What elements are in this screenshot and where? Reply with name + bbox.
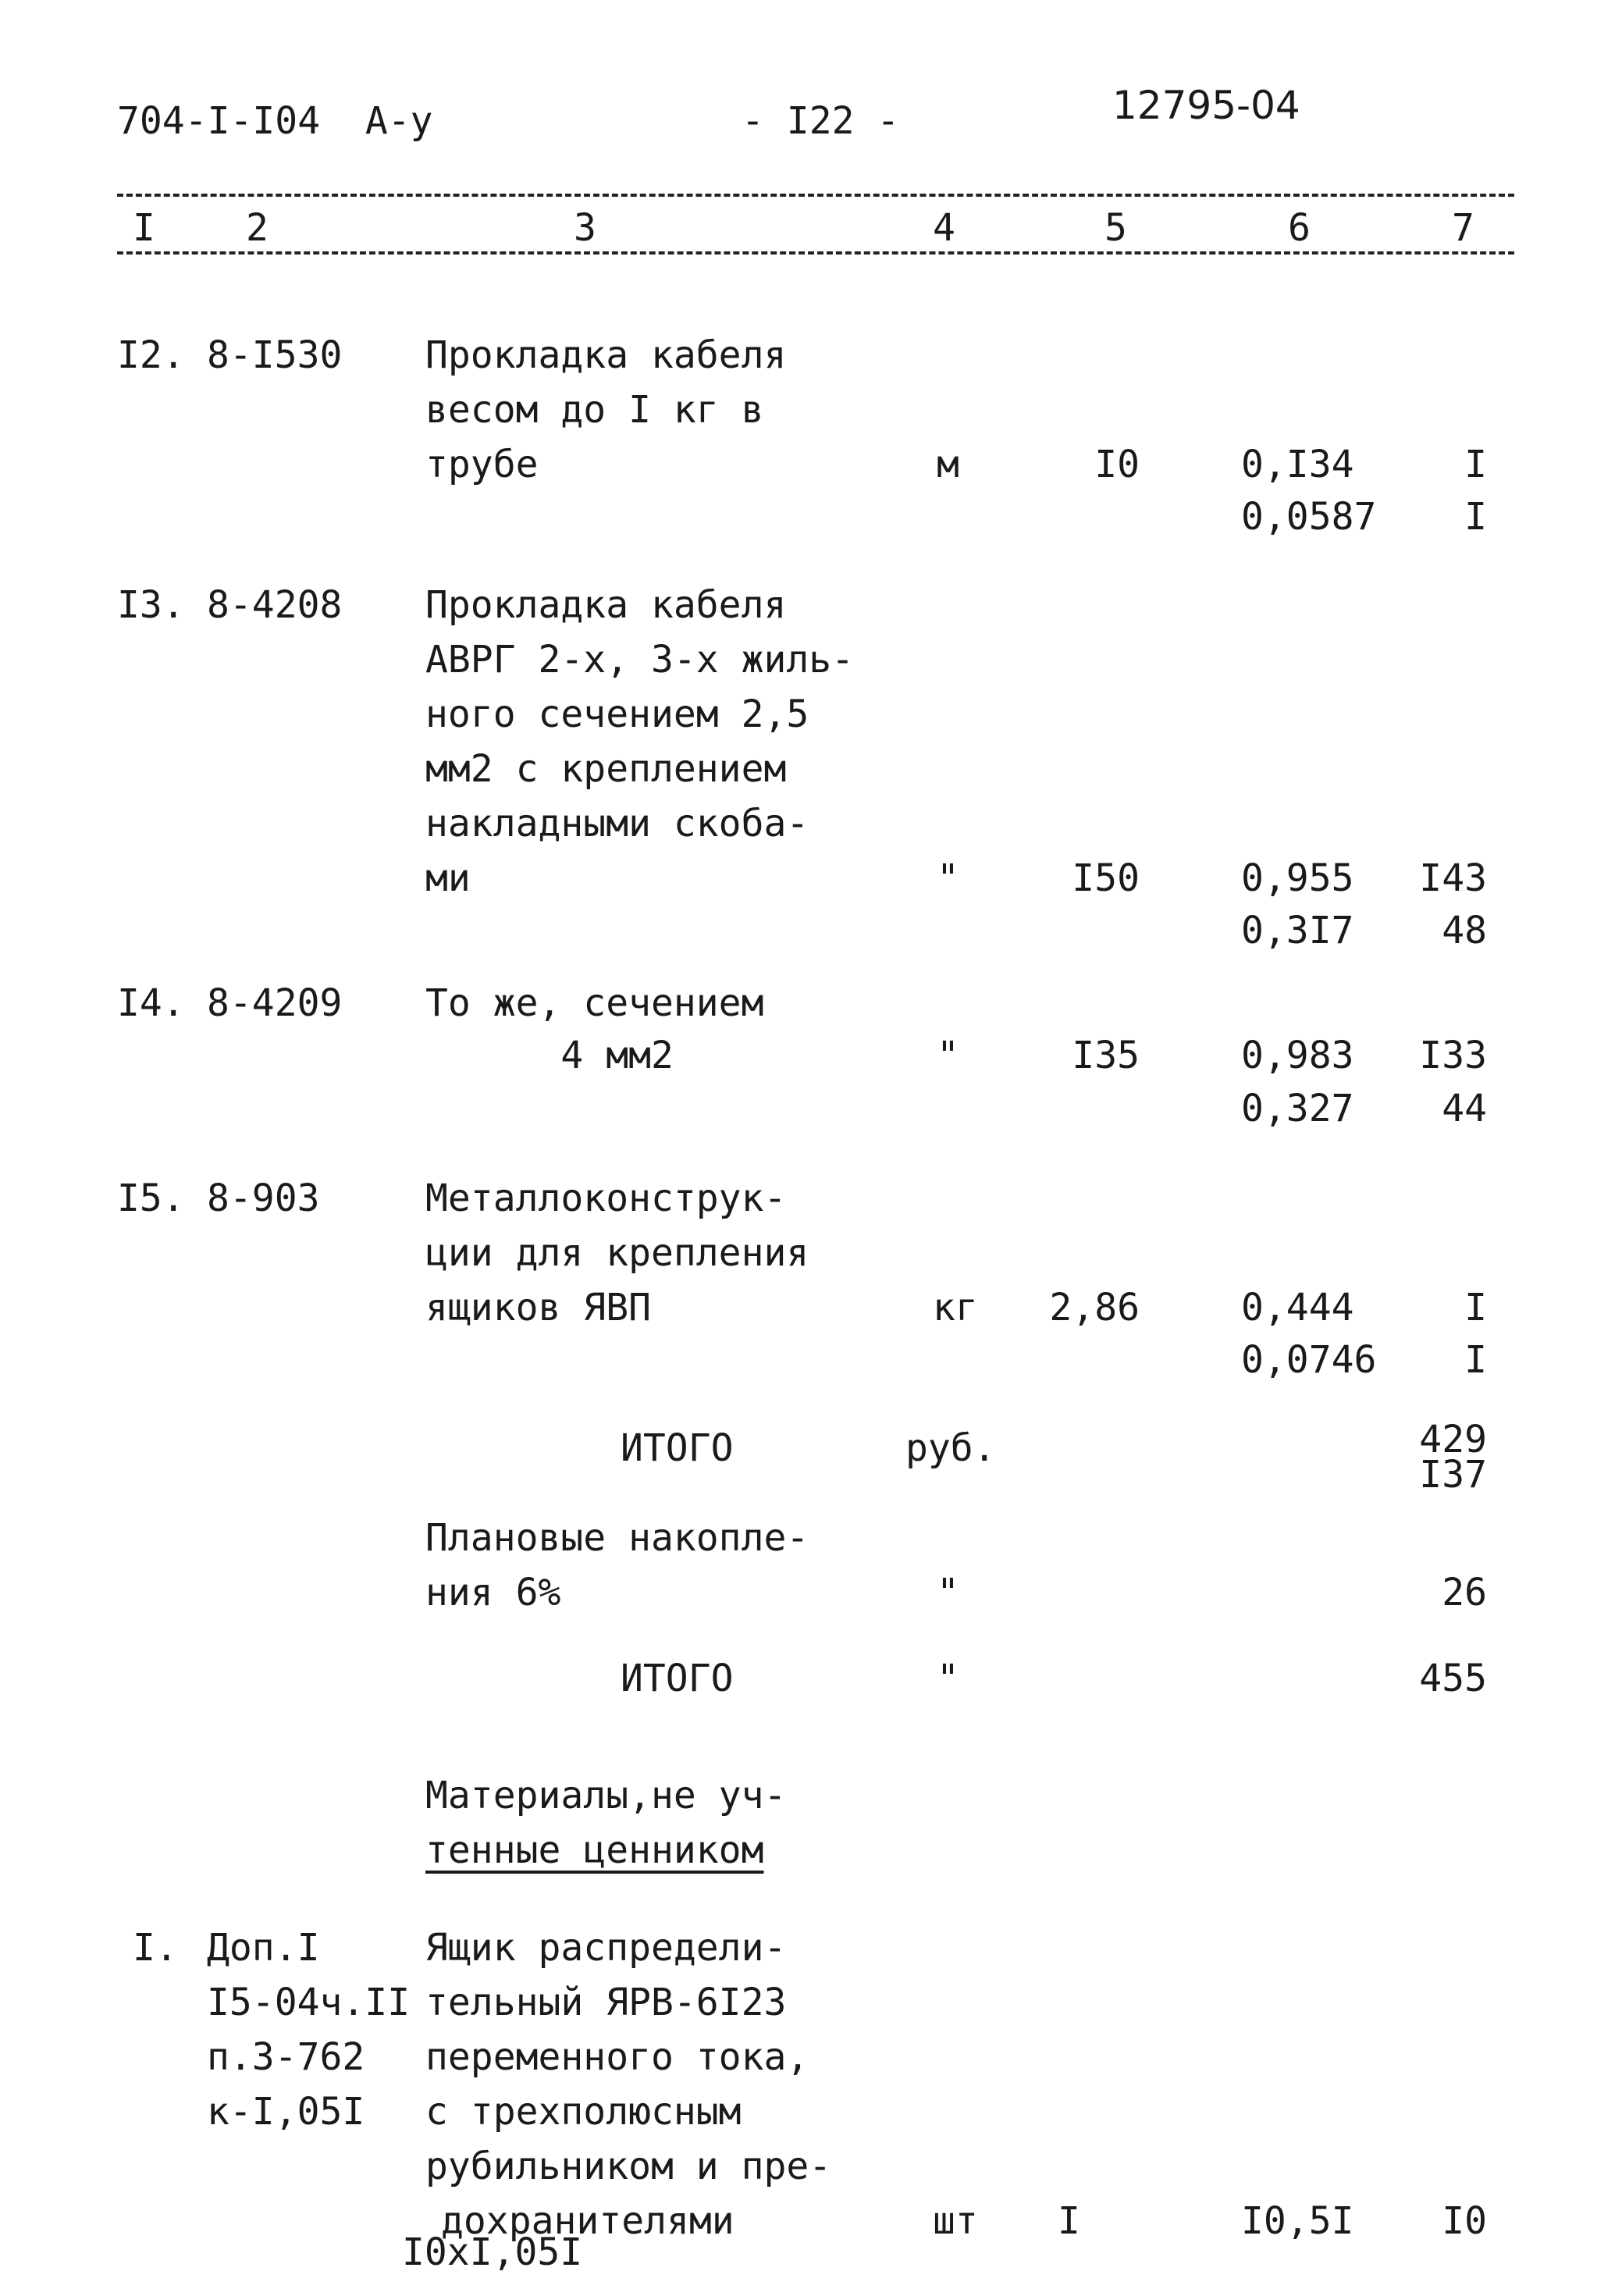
itogo-value: 455: [1419, 1657, 1487, 1700]
row-description-line: трубе: [425, 443, 539, 486]
row-description-line: ми: [425, 856, 471, 900]
row-col7-value: I33: [1419, 1034, 1487, 1077]
itogo-value: 429: [1419, 1418, 1487, 1461]
itogo-value: I37: [1419, 1453, 1487, 1497]
row-col7-value: I: [1464, 1286, 1487, 1330]
row-code: Доп.I: [207, 1926, 320, 1970]
row-description-line: рубильником и пре-: [425, 2145, 832, 2188]
row-number: I3.: [117, 583, 185, 627]
row-col7-value: I0: [1442, 2199, 1487, 2243]
planned-savings-label: ния 6%: [425, 1571, 561, 1614]
col-num-4: 4: [933, 206, 955, 250]
row-col6-value: 0,444: [1241, 1286, 1354, 1330]
row-code: 8-4209: [207, 981, 343, 1025]
handwritten-stamp: 12795-04: [1112, 83, 1300, 128]
materials-heading: Материалы,не уч-: [425, 1774, 787, 1817]
row-description-line: с трехполюсным: [425, 2090, 742, 2134]
row-col6-value: 0,955: [1241, 856, 1354, 900]
itogo-label: ИТОГО: [621, 1426, 734, 1470]
row-description-line: Ящик распредели-: [425, 1926, 787, 1970]
row-description-line: То же, сечением: [425, 981, 764, 1025]
row-description-line: ящиков ЯВП: [425, 1286, 651, 1330]
row-description-line: ции для крепления: [425, 1231, 809, 1275]
row-description-line: Прокладка кабеля: [425, 583, 787, 627]
row-unit: шт: [933, 2199, 978, 2243]
row-description-line: 4 мм2: [425, 1034, 674, 1077]
row-col6-value: I0,5I: [1241, 2199, 1354, 2243]
header-bottom-rule: [117, 251, 1514, 255]
row-code: 8-4208: [207, 583, 343, 627]
row-col7-value: 44: [1442, 1087, 1487, 1130]
row-description-line: переменного тока,: [425, 2035, 809, 2079]
col-num-5: 5: [1104, 206, 1127, 250]
row-col6-value: 0,I34: [1241, 443, 1354, 486]
row-code: 8-903: [207, 1176, 320, 1220]
row-number: I2.: [117, 333, 185, 377]
row-col6-value: 0,0587: [1241, 495, 1377, 539]
col-num-3: 3: [574, 206, 596, 250]
materials-heading: тенные ценником: [425, 1828, 764, 1872]
col-num-6: 6: [1288, 206, 1311, 250]
planned-savings-value: 26: [1442, 1571, 1487, 1614]
page-number: - I22 -: [742, 99, 900, 143]
row-number: I5.: [117, 1176, 185, 1220]
itogo-unit: ": [937, 1657, 959, 1700]
row-col6-value: 0,327: [1241, 1087, 1354, 1130]
row-code: I5-04ч.II: [207, 1981, 411, 2024]
row-col6-value: 0,0746: [1241, 1338, 1377, 1382]
row-quantity: I0: [1094, 443, 1140, 486]
row-unit: кг: [933, 1286, 978, 1330]
row-description-line: ного сечением 2,5: [425, 692, 809, 736]
row-code: 8-I530: [207, 333, 343, 377]
row-col7-value: I: [1464, 495, 1487, 539]
row-description-line: накладными скоба-: [425, 802, 809, 845]
row-code: к-I,05I: [207, 2090, 365, 2134]
row-description-line: весом до I кг в: [425, 388, 764, 432]
row-quantity: I35: [1072, 1034, 1140, 1077]
row-quantity: I50: [1072, 856, 1140, 900]
row-description-line: мм2 с креплением: [425, 747, 787, 791]
row-unit: м: [937, 443, 959, 486]
row-col6-value: 0,983: [1241, 1034, 1354, 1077]
row-col7-value: I: [1464, 443, 1487, 486]
row-description-line: тельный ЯРВ-6I23: [425, 1981, 787, 2024]
planned-savings-unit: ": [937, 1571, 959, 1614]
row-number: I4.: [117, 981, 185, 1025]
itogo-label: ИТОГО: [621, 1657, 734, 1700]
row-unit: ": [937, 1034, 959, 1077]
header-top-rule: [117, 194, 1514, 197]
row-description-line: Прокладка кабеля: [425, 333, 787, 377]
itogo-unit: руб.: [905, 1426, 996, 1470]
row-col6-value: 0,3I7: [1241, 909, 1354, 952]
row-col7-value: I: [1464, 1338, 1487, 1382]
document-code: 704-I-I04 А-у: [117, 99, 433, 143]
row-description-line: дохранителями: [441, 2199, 735, 2243]
row-col7-value: I43: [1419, 856, 1487, 900]
row-number: I.: [133, 1926, 178, 1970]
row-unit: ": [937, 856, 959, 900]
row-code: п.3-762: [207, 2035, 365, 2079]
col-num-1: I: [133, 206, 155, 250]
row-col7-value: 48: [1442, 909, 1487, 952]
row-quantity: 2,86: [1049, 1286, 1140, 1330]
row-quantity: I: [1058, 2199, 1080, 2243]
col-num-7: 7: [1452, 206, 1474, 250]
row-description-line: АВРГ 2-х, 3-х жиль-: [425, 638, 855, 682]
col-num-2: 2: [246, 206, 269, 250]
planned-savings-label: Плановые накопле-: [425, 1516, 809, 1560]
calculation-note: I0хI,05I: [402, 2230, 583, 2274]
row-description-line: Металлоконструк-: [425, 1176, 787, 1220]
